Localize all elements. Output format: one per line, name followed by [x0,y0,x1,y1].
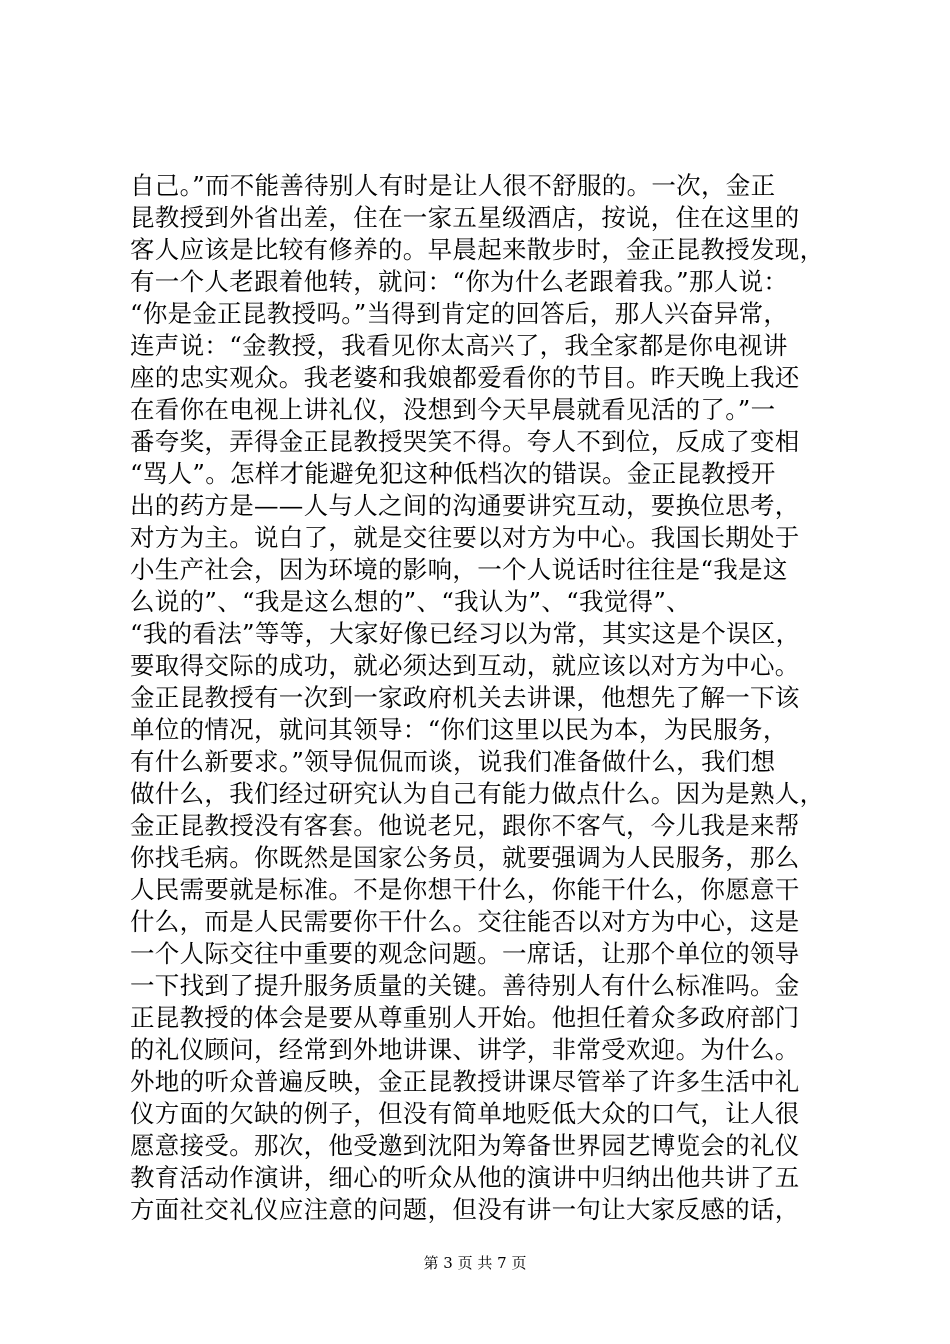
text-line: 客人应该是比较有修养的。早晨起来散步时，金正昆教授发现， [130,235,825,264]
text-line: “我的看法”等等，大家好像已经习以为常，其实这是个误区， [130,619,801,648]
text-line: 做什么，我们经过研究认为自己有能力做点什么。因为是熟人， [130,779,825,808]
text-line: 有什么新要求。”领导侃侃而谈，说我们准备做什么，我们想 [130,747,776,776]
text-line: “骂人”。怎样才能避免犯这种低档次的错误。金正昆教授开 [130,459,776,488]
text-line: “你是金正昆教授吗。”当得到肯定的回答后，那人兴奋异常， [130,299,789,328]
text-line: 单位的情况，就问其领导：“你们这里以民为本，为民服务， [130,715,788,744]
text-line: 愿意接受。那次，他受邀到沈阳为筹备世界园艺博览会的礼仪 [130,1131,800,1160]
page-footer [0,1253,950,1273]
text-line: 番夸奖，弄得金正昆教授哭笑不得。夸人不到位，反成了变相 [130,427,800,456]
text-line: 什么，而是人民需要你干什么。交往能否以对方为中心，这是 [130,907,800,936]
text-line: 小生产社会，因为环境的影响，一个人说话时往往是“我是这 [130,555,788,584]
body-text [130,170,830,1226]
page-number-label: 第 3 页 共 7 页 [423,1254,527,1272]
text-line: 一下找到了提升服务质量的关键。善待别人有什么标准吗。金 [130,971,800,1000]
text-line: 仪方面的欠缺的例子，但没有简单地贬低大众的口气，让人很 [130,1099,800,1128]
text-line: 金正昆教授没有客套。他说老兄，跟你不客气，今儿我是来帮 [130,811,800,840]
text-line: 的礼仪顾问，经常到外地讲课、讲学，非常受欢迎。为什么。 [130,1035,800,1064]
text-line: 在看你在电视上讲礼仪，没想到今天早晨就看见活的了。”一 [130,395,776,424]
text-line: 昆教授到外省出差，住在一家五星级酒店，按说，住在这里的 [130,203,800,232]
text-line: 自己。”而不能善待别人有时是让人很不舒服的。一次，金正 [130,171,776,200]
text-line: 方面社交礼仪应注意的问题，但没有讲一句让大家反感的话， [130,1195,800,1224]
text-line: 你找毛病。你既然是国家公务员，就要强调为人民服务，那么 [130,843,800,872]
text-line: 教育活动作演讲，细心的听众从他的演讲中归纳出他共讲了五 [130,1163,800,1192]
text-line: 有一个人老跟着他转，就问：“你为什么老跟着我。”那人说： [130,267,789,296]
text-line: 座的忠实观众。我老婆和我娘都爱看你的节目。昨天晚上我还 [130,363,800,392]
text-line: 人民需要就是标准。不是你想干什么，你能干什么，你愿意干 [130,875,800,904]
text-line: 对方为主。说白了，就是交往要以对方为中心。我国长期处于 [130,523,800,552]
text-line: 出的药方是——人与人之间的沟通要讲究互动，要换位思考， [130,491,800,520]
text-line: 一个人际交往中重要的观念问题。一席话，让那个单位的领导 [130,939,800,968]
text-line: 么说的”、“我是这么想的”、“我认为”、“我觉得”、 [130,587,691,616]
text-line: 要取得交际的成功，就必须达到互动，就应该以对方为中心。 [130,651,800,680]
text-line: 外地的听众普遍反映，金正昆教授讲课尽管举了许多生活中礼 [130,1067,800,1096]
text-line: 金正昆教授有一次到一家政府机关去讲课，他想先了解一下该 [130,683,800,712]
text-line: 连声说：“金教授，我看见你太高兴了，我全家都是你电视讲 [130,331,788,360]
text-line: 正昆教授的体会是要从尊重别人开始。他担任着众多政府部门 [130,1003,800,1032]
